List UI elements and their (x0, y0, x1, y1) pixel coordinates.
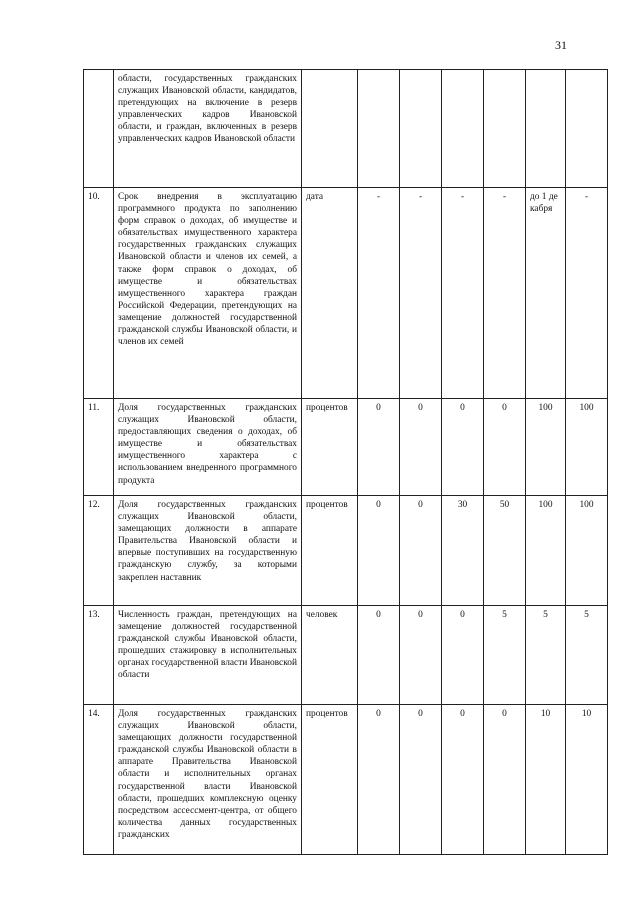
value-cell: 0 (484, 705, 526, 855)
value-cell (358, 70, 400, 188)
table-row (84, 496, 608, 606)
value-cell: 5 (526, 606, 566, 705)
value-cell: 50 (484, 496, 526, 606)
value-cell: 10 (526, 705, 566, 855)
value-cell: 0 (400, 496, 442, 606)
value-cell: 0 (358, 705, 400, 855)
unit-cell (302, 70, 358, 188)
indicator-name: Численность граждан, претендующих на замещение должностей государственной гражданской службы Ивановской области, прошедших стажировку в исполнительных органах государственной власти Ивановской области (114, 606, 302, 705)
value-cell: - (400, 188, 442, 399)
value-cell: 0 (400, 399, 442, 496)
value-cell: - (566, 188, 608, 399)
value-cell: 100 (526, 399, 566, 496)
value-cell (400, 70, 442, 188)
indicator-name: области, государственных гражданских служащих Ивановской области, кандидатов, претендующих на включение в резерв управленческих кадров Ивановской области, и граждан, включенных в резерв управленческих кадров Ивановской области (114, 70, 302, 188)
indicator-name: Срок внедрения в эксплуатацию программного продукта по заполнению форм справок о доходах, об имуществе и обязательствах имущественного характера государственных гражданских служащих Ивановской области и членов их семей, а также форм справок о доходах, об имуществе и обязательствах имущественного характера граждан Российской Федерации, претендующих на замещение должностей государственной гражданской службы Ивановской области, и членов их семей (114, 188, 302, 399)
value-cell: 0 (358, 496, 400, 606)
indicator-name: Доля государственных гражданских служащих Ивановской области, замещающих должности в аппарате Правительства Ивановской области и впервые поступивших на государственную гражданскую службу, за которыми закреплен наставник (114, 496, 302, 606)
value-cell: 0 (400, 705, 442, 855)
value-cell: 5 (484, 606, 526, 705)
table-row (84, 606, 608, 705)
value-cell: 5 (566, 606, 608, 705)
row-number: 14. (84, 705, 114, 855)
value-cell: 100 (526, 496, 566, 606)
value-cell: 0 (442, 705, 484, 855)
indicator-name: Доля государственных гражданских служащих Ивановской области, предоставляющих сведения о доходах, об имуществе и обязательствах имущественного характера с использованием внедренного программного продукта (114, 399, 302, 496)
value-cell: 10 (566, 705, 608, 855)
value-cell: 0 (442, 606, 484, 705)
unit-cell: дата (302, 188, 358, 399)
value-cell (566, 70, 608, 188)
value-cell: - (442, 188, 484, 399)
table-row (84, 705, 608, 855)
value-cell: - (358, 188, 400, 399)
value-cell: 0 (400, 606, 442, 705)
row-number: 11. (84, 399, 114, 496)
value-cell: 30 (442, 496, 484, 606)
table-row (84, 188, 608, 399)
page-number: 31 (555, 38, 567, 52)
indicator-name: Доля государственных гражданских служащих Ивановской области, замещающих должности государственной гражданской службы Ивановской области в аппарате Правительства Ивановской области и исполнительных органах государственной власти Ивановской области, прошедших комплексную оценку посредством ассессмент-центра, от общего количества данных государственных гражданских (114, 705, 302, 855)
value-cell: до 1 декабря (526, 188, 566, 399)
indicators-table (83, 69, 608, 855)
unit-cell: процентов (302, 705, 358, 855)
row-number: 10. (84, 188, 114, 399)
unit-cell: человек (302, 606, 358, 705)
value-cell: - (484, 188, 526, 399)
value-cell: 0 (358, 399, 400, 496)
unit-cell: процентов (302, 399, 358, 496)
value-cell (526, 70, 566, 188)
value-cell (484, 70, 526, 188)
value-cell: 100 (566, 399, 608, 496)
value-cell: 0 (358, 606, 400, 705)
table-row (84, 399, 608, 496)
row-number: 12. (84, 496, 114, 606)
row-number (84, 70, 114, 188)
row-number: 13. (84, 606, 114, 705)
value-cell: 0 (442, 399, 484, 496)
value-cell: 0 (484, 399, 526, 496)
unit-cell: процентов (302, 496, 358, 606)
value-cell: 100 (566, 496, 608, 606)
value-cell (442, 70, 484, 188)
table-row (84, 70, 608, 188)
